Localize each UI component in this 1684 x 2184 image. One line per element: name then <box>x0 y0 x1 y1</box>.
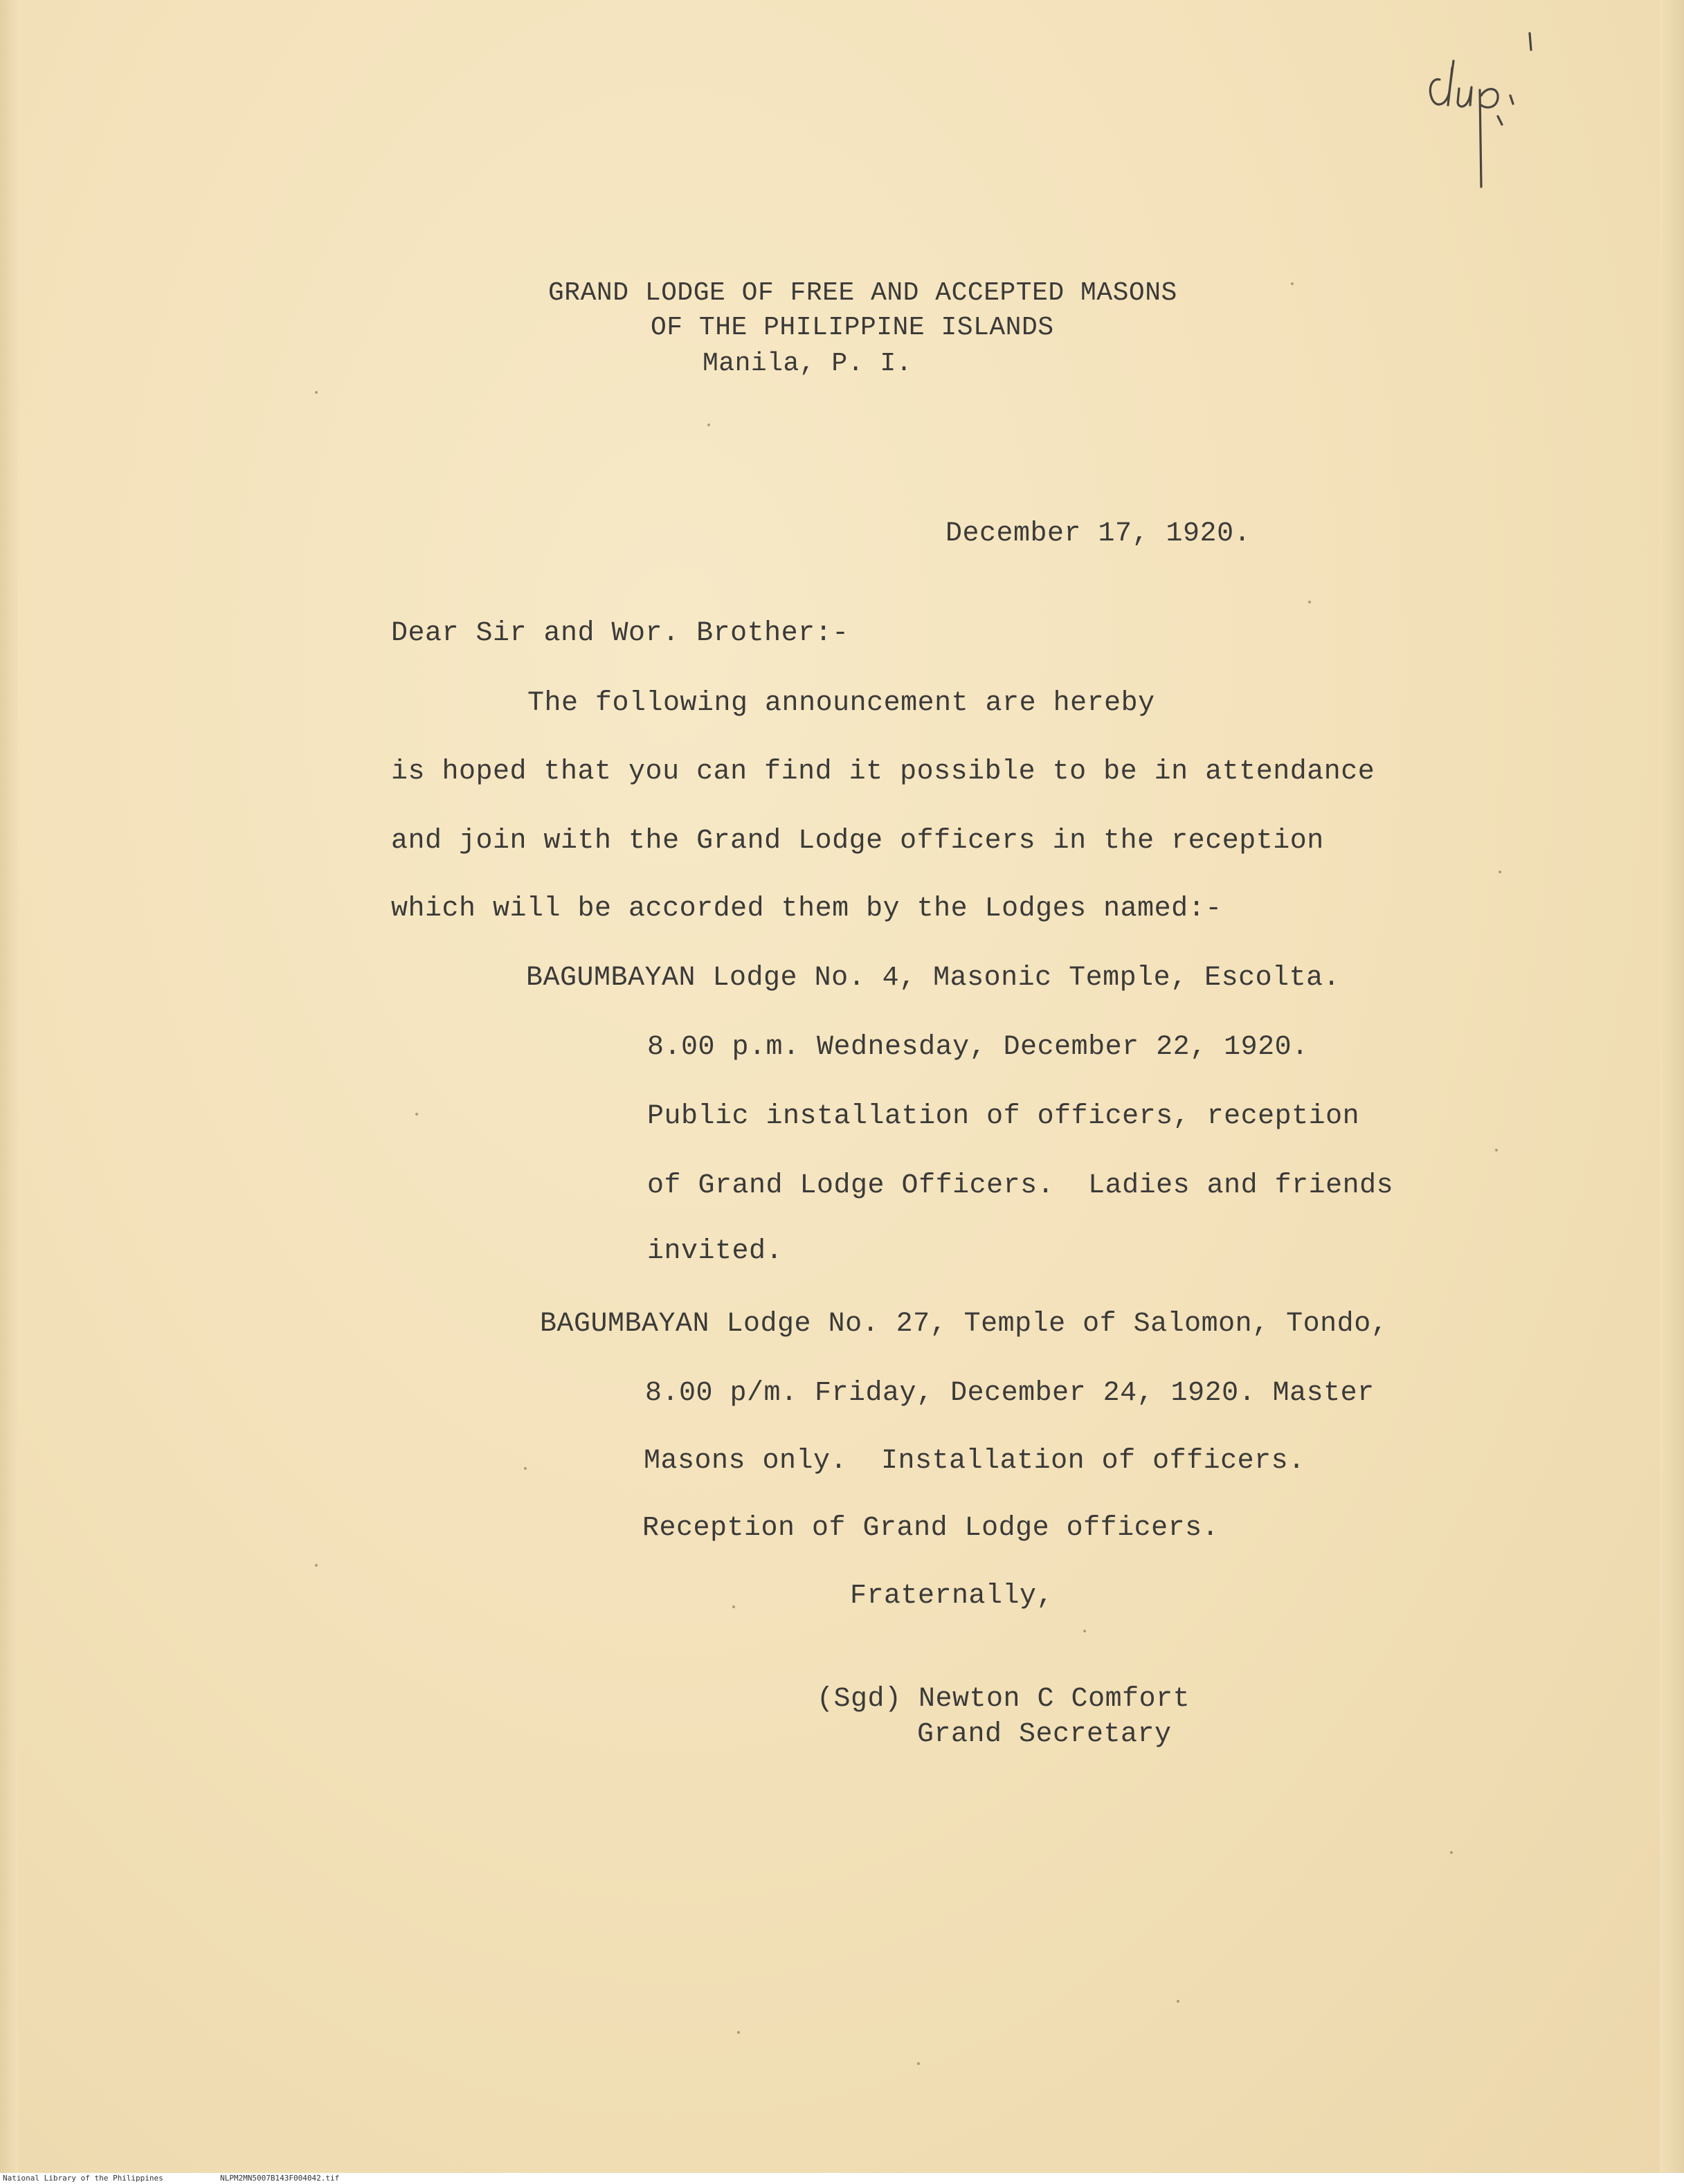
body-line-2: is hoped that you can find it possible to be in attendance <box>391 756 1375 788</box>
paper-speck <box>732 1605 735 1608</box>
paper-speck <box>315 1564 318 1567</box>
event-2-heading: BAGUMBAYAN Lodge No. 27, Temple of Salomon, Tondo, <box>540 1309 1388 1340</box>
paper-speck <box>524 1467 527 1470</box>
letterhead-line-3: Manila, P. I. <box>703 349 912 379</box>
footer-library-name: National Library of the Philippines <box>3 2174 163 2183</box>
event-2-line-2: 8.00 p/m. Friday, December 24, 1920. Master <box>645 1378 1375 1409</box>
paper-speck <box>415 1113 418 1116</box>
page-edge-right <box>1660 0 1684 2173</box>
event-2-line-3: Masons only. Installation of officers. <box>644 1446 1305 1477</box>
paper-speck <box>1499 871 1501 873</box>
handwritten-dup-annotation <box>1412 14 1550 194</box>
paper-speck <box>1177 2000 1179 2003</box>
letter-date: December 17, 1920. <box>945 518 1251 549</box>
event-1-line-5: invited. <box>647 1236 784 1267</box>
body-line-1: The following announcement are hereby <box>527 688 1155 719</box>
paper-speck <box>315 391 318 394</box>
event-1-line-2: 8.00 p.m. Wednesday, December 22, 1920. <box>647 1032 1309 1063</box>
signature-name: (Sgd) Newton C Comfort <box>817 1684 1190 1715</box>
page-edge-left <box>0 0 18 2173</box>
event-1-heading: BAGUMBAYAN Lodge No. 4, Masonic Temple, Escolta. <box>526 963 1341 994</box>
letterhead-line-1: GRAND LODGE OF FREE AND ACCEPTED MASONS <box>548 278 1177 308</box>
paper-speck <box>1291 282 1294 285</box>
paper-speck <box>1450 1851 1453 1854</box>
signature-title: Grand Secretary <box>917 1719 1172 1750</box>
paper-speck <box>1308 601 1311 603</box>
paper-speck <box>707 424 710 426</box>
body-line-4: which will be accorded them by the Lodges named:- <box>391 893 1222 925</box>
salutation: Dear Sir and Wor. Brother:- <box>391 618 849 649</box>
paper-speck <box>737 2031 740 2034</box>
letterhead-line-2: OF THE PHILIPPINE ISLANDS <box>651 313 1054 343</box>
paper-speck <box>1083 1630 1086 1632</box>
archive-footer <box>0 2173 1684 2184</box>
paper-speck <box>917 2062 920 2065</box>
closing: Fraternally, <box>850 1581 1054 1612</box>
event-2-line-4: Reception of Grand Lodge officers. <box>642 1513 1220 1544</box>
body-line-3: and join with the Grand Lodge officers in the reception <box>391 826 1324 857</box>
event-1-line-4: of Grand Lodge Officers. Ladies and friends <box>647 1170 1394 1201</box>
footer-file-name: NLPM2MN5007B143F004042.tif <box>220 2174 340 2183</box>
event-1-line-3: Public installation of officers, reception <box>647 1101 1360 1132</box>
paper-speck <box>1495 1149 1498 1152</box>
